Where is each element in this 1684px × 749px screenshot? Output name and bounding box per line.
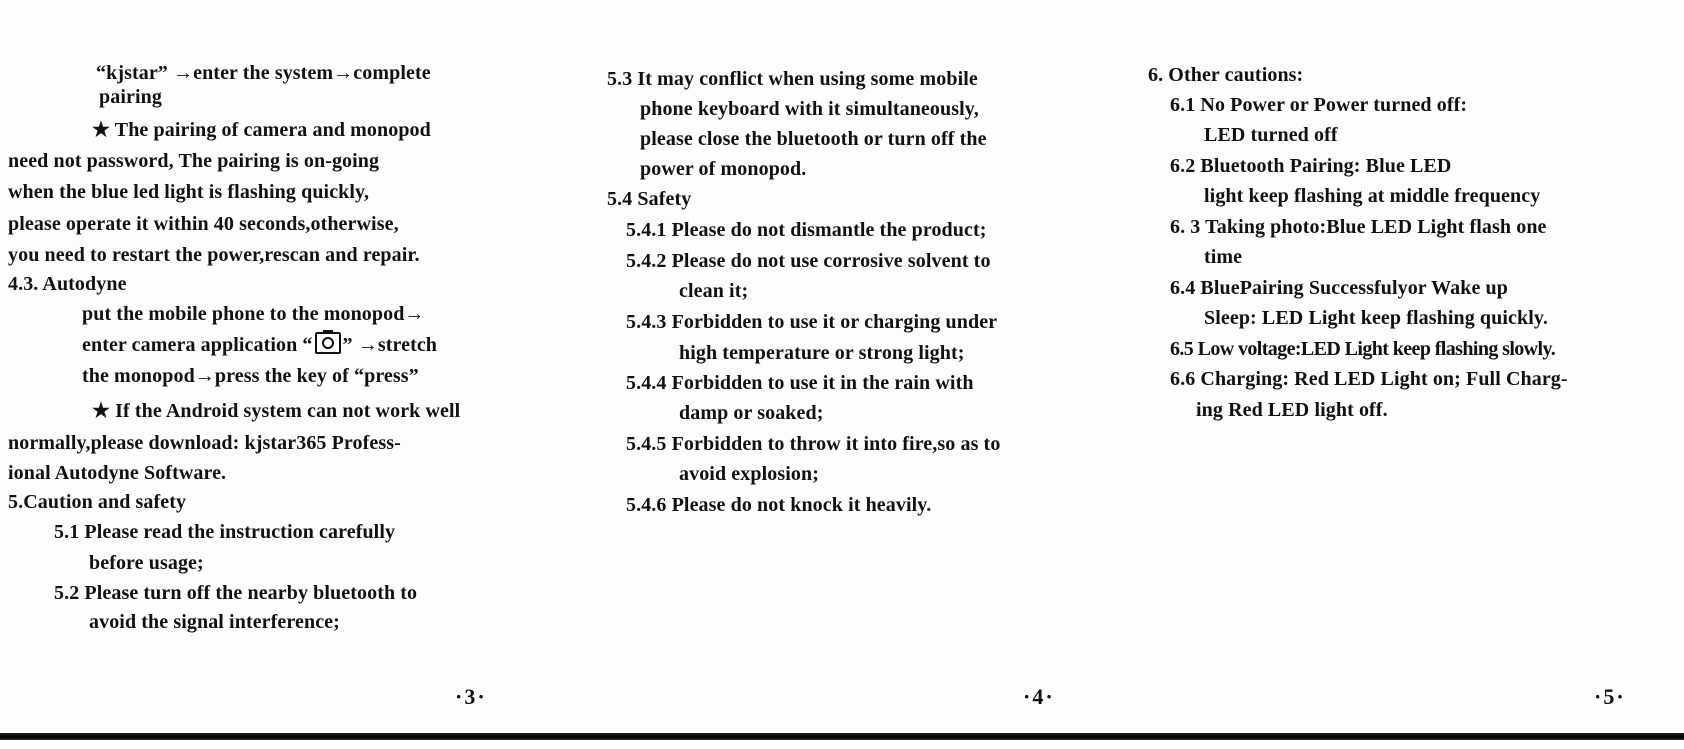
text-line: 6.1 No Power or Power turned off:: [1170, 94, 1468, 116]
text-line: please operate it within 40 seconds,otherwise,: [8, 213, 399, 235]
page-number: ·3·: [455, 684, 487, 709]
text-line: normally,please download: kjstar365 Profess-: [8, 432, 401, 454]
text-line: ★ If the Android system can not work well: [92, 400, 461, 422]
text-fragment: enter camera application “: [82, 334, 313, 356]
text-line: pairing: [99, 86, 162, 108]
text-line: 5.1 Please read the instruction carefully: [54, 521, 396, 543]
text-line: ing Red LED light off.: [1196, 399, 1388, 421]
text-line: 5.3 It may conflict when using some mobile: [607, 68, 978, 90]
page-number: ·4·: [1023, 684, 1055, 709]
text-line: please close the bluetooth or turn off the: [640, 128, 987, 150]
text-fragment: ” →stretch: [342, 334, 438, 356]
text-line: 5.4.2 Please do not use corrosive solvent to: [626, 250, 991, 272]
text-line: ★ The pairing of camera and monopod: [92, 119, 431, 141]
text-line: before usage;: [89, 552, 204, 574]
text-line: the monopod→press the key of “press”: [82, 365, 419, 387]
text-line: 5.4.6 Please do not knock it heavily.: [626, 494, 932, 516]
text-line: avoid the signal interference;: [89, 611, 340, 633]
text-line: 6.6 Charging: Red LED Light on; Full Charg-: [1170, 368, 1568, 390]
text-line: 6. 3 Taking photo:Blue LED Light flash one: [1170, 216, 1547, 238]
section-heading: 4.3. Autodyne: [8, 273, 127, 295]
camera-icon: [315, 332, 341, 354]
text-line: 6.2 Bluetooth Pairing: Blue LED: [1170, 155, 1452, 177]
text-line: power of monopod.: [640, 158, 807, 180]
text-line: 5.4.4 Forbidden to use it in the rain with: [626, 372, 974, 394]
section-heading: 5.Caution and safety: [8, 491, 187, 513]
text-line: you need to restart the power,rescan and repair.: [8, 244, 420, 266]
page-number: ·5·: [1594, 684, 1626, 709]
text-line: avoid explosion;: [679, 463, 819, 485]
text-line: light keep flashing at middle frequency: [1204, 185, 1541, 207]
text-line: LED turned off: [1204, 124, 1338, 146]
text-line: clean it;: [679, 280, 749, 302]
text-line: damp or soaked;: [679, 402, 824, 424]
text-line: Sleep: LED Light keep flashing quickly.: [1204, 307, 1548, 329]
text-line: 5.4.3 Forbidden to use it or charging under: [626, 311, 998, 333]
text-line: high temperature or strong light;: [679, 342, 965, 364]
text-line: need not password, The pairing is on-going: [8, 150, 380, 172]
text-line: 5.4.5 Forbidden to throw it into fire,so as to: [626, 433, 1001, 455]
text-line: put the mobile phone to the monopod→: [82, 303, 425, 325]
text-line: time: [1204, 246, 1243, 268]
text-line: when the blue led light is flashing quickly,: [8, 181, 370, 203]
text-line: “kjstar” →enter the system→complete: [96, 62, 431, 84]
text-line: phone keyboard with it simultaneously,: [640, 98, 979, 120]
text-line: 5.2 Please turn off the nearby bluetooth to: [54, 582, 418, 604]
section-heading: 6. Other cautions:: [1148, 64, 1304, 86]
text-line: [82, 330, 437, 360]
section-heading: 5.4 Safety: [607, 188, 692, 210]
text-line: 5.4.1 Please do not dismantle the product;: [626, 219, 987, 241]
text-line: 6.4 BluePairing Successfulyor Wake up: [1170, 277, 1509, 299]
text-line: 6.5 Low voltage:LED Light keep flashing slowly.: [1170, 338, 1556, 360]
bottom-rule: [0, 733, 1684, 740]
text-line: ional Autodyne Software.: [8, 462, 227, 484]
